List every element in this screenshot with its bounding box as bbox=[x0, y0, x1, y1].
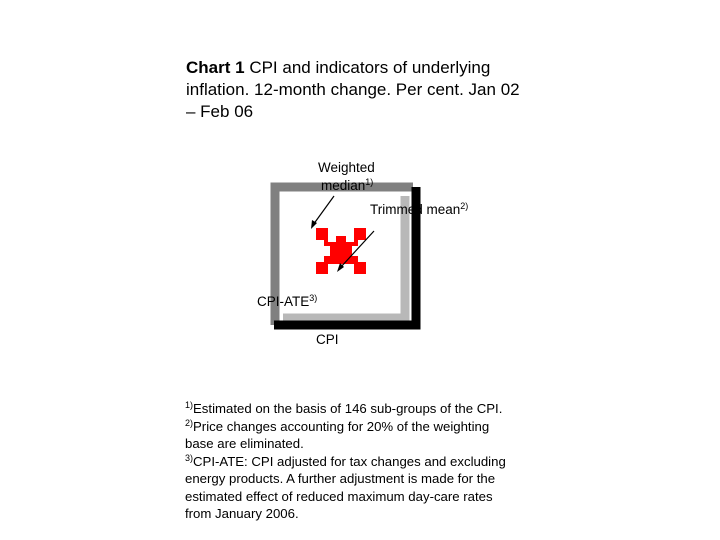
label-cpi: CPI bbox=[316, 332, 339, 347]
chart-title-text: CPI and indicators of underlying inflation. 12-month change. Per cent. Jan 02 – Feb 06 bbox=[186, 58, 520, 121]
footnotes bbox=[185, 400, 520, 523]
footnote-3 bbox=[185, 453, 520, 523]
label-cpi-ate-sup: 3) bbox=[309, 293, 318, 303]
arrow-weighted-median bbox=[313, 196, 334, 225]
label-cpi-ate-text: CPI-ATE bbox=[257, 294, 310, 309]
label-weighted-median-text: median bbox=[321, 178, 366, 193]
label-weighted-median-line1: Weighted bbox=[318, 160, 375, 175]
footnote-3-number: 3) bbox=[185, 452, 194, 463]
footnote-1-text: Estimated on the basis of 146 sub-groups of the CPI. bbox=[193, 401, 503, 416]
label-trimmed-mean bbox=[370, 201, 468, 217]
footnote-1 bbox=[185, 400, 520, 418]
label-weighted-median-sup: 1) bbox=[365, 177, 374, 187]
footnote-2 bbox=[185, 418, 520, 453]
label-trimmed-mean-sup: 2) bbox=[460, 201, 469, 211]
footnote-3-text: CPI-ATE: CPI adjusted for tax changes and excluding energy products. A further adjustment is made for the estimated effect of reduced maximum day-care rates from January 2006. bbox=[185, 453, 506, 521]
label-trimmed-mean-text: Trimmed mean bbox=[370, 202, 461, 217]
footnote-2-text: Price changes accounting for 20% of the weighting base are eliminated. bbox=[185, 418, 490, 451]
label-cpi-ate bbox=[257, 293, 317, 309]
footnote-2-number: 2) bbox=[185, 417, 194, 428]
footnote-1-number: 1) bbox=[185, 400, 194, 410]
chart-title-bold: Chart 1 bbox=[186, 58, 245, 77]
